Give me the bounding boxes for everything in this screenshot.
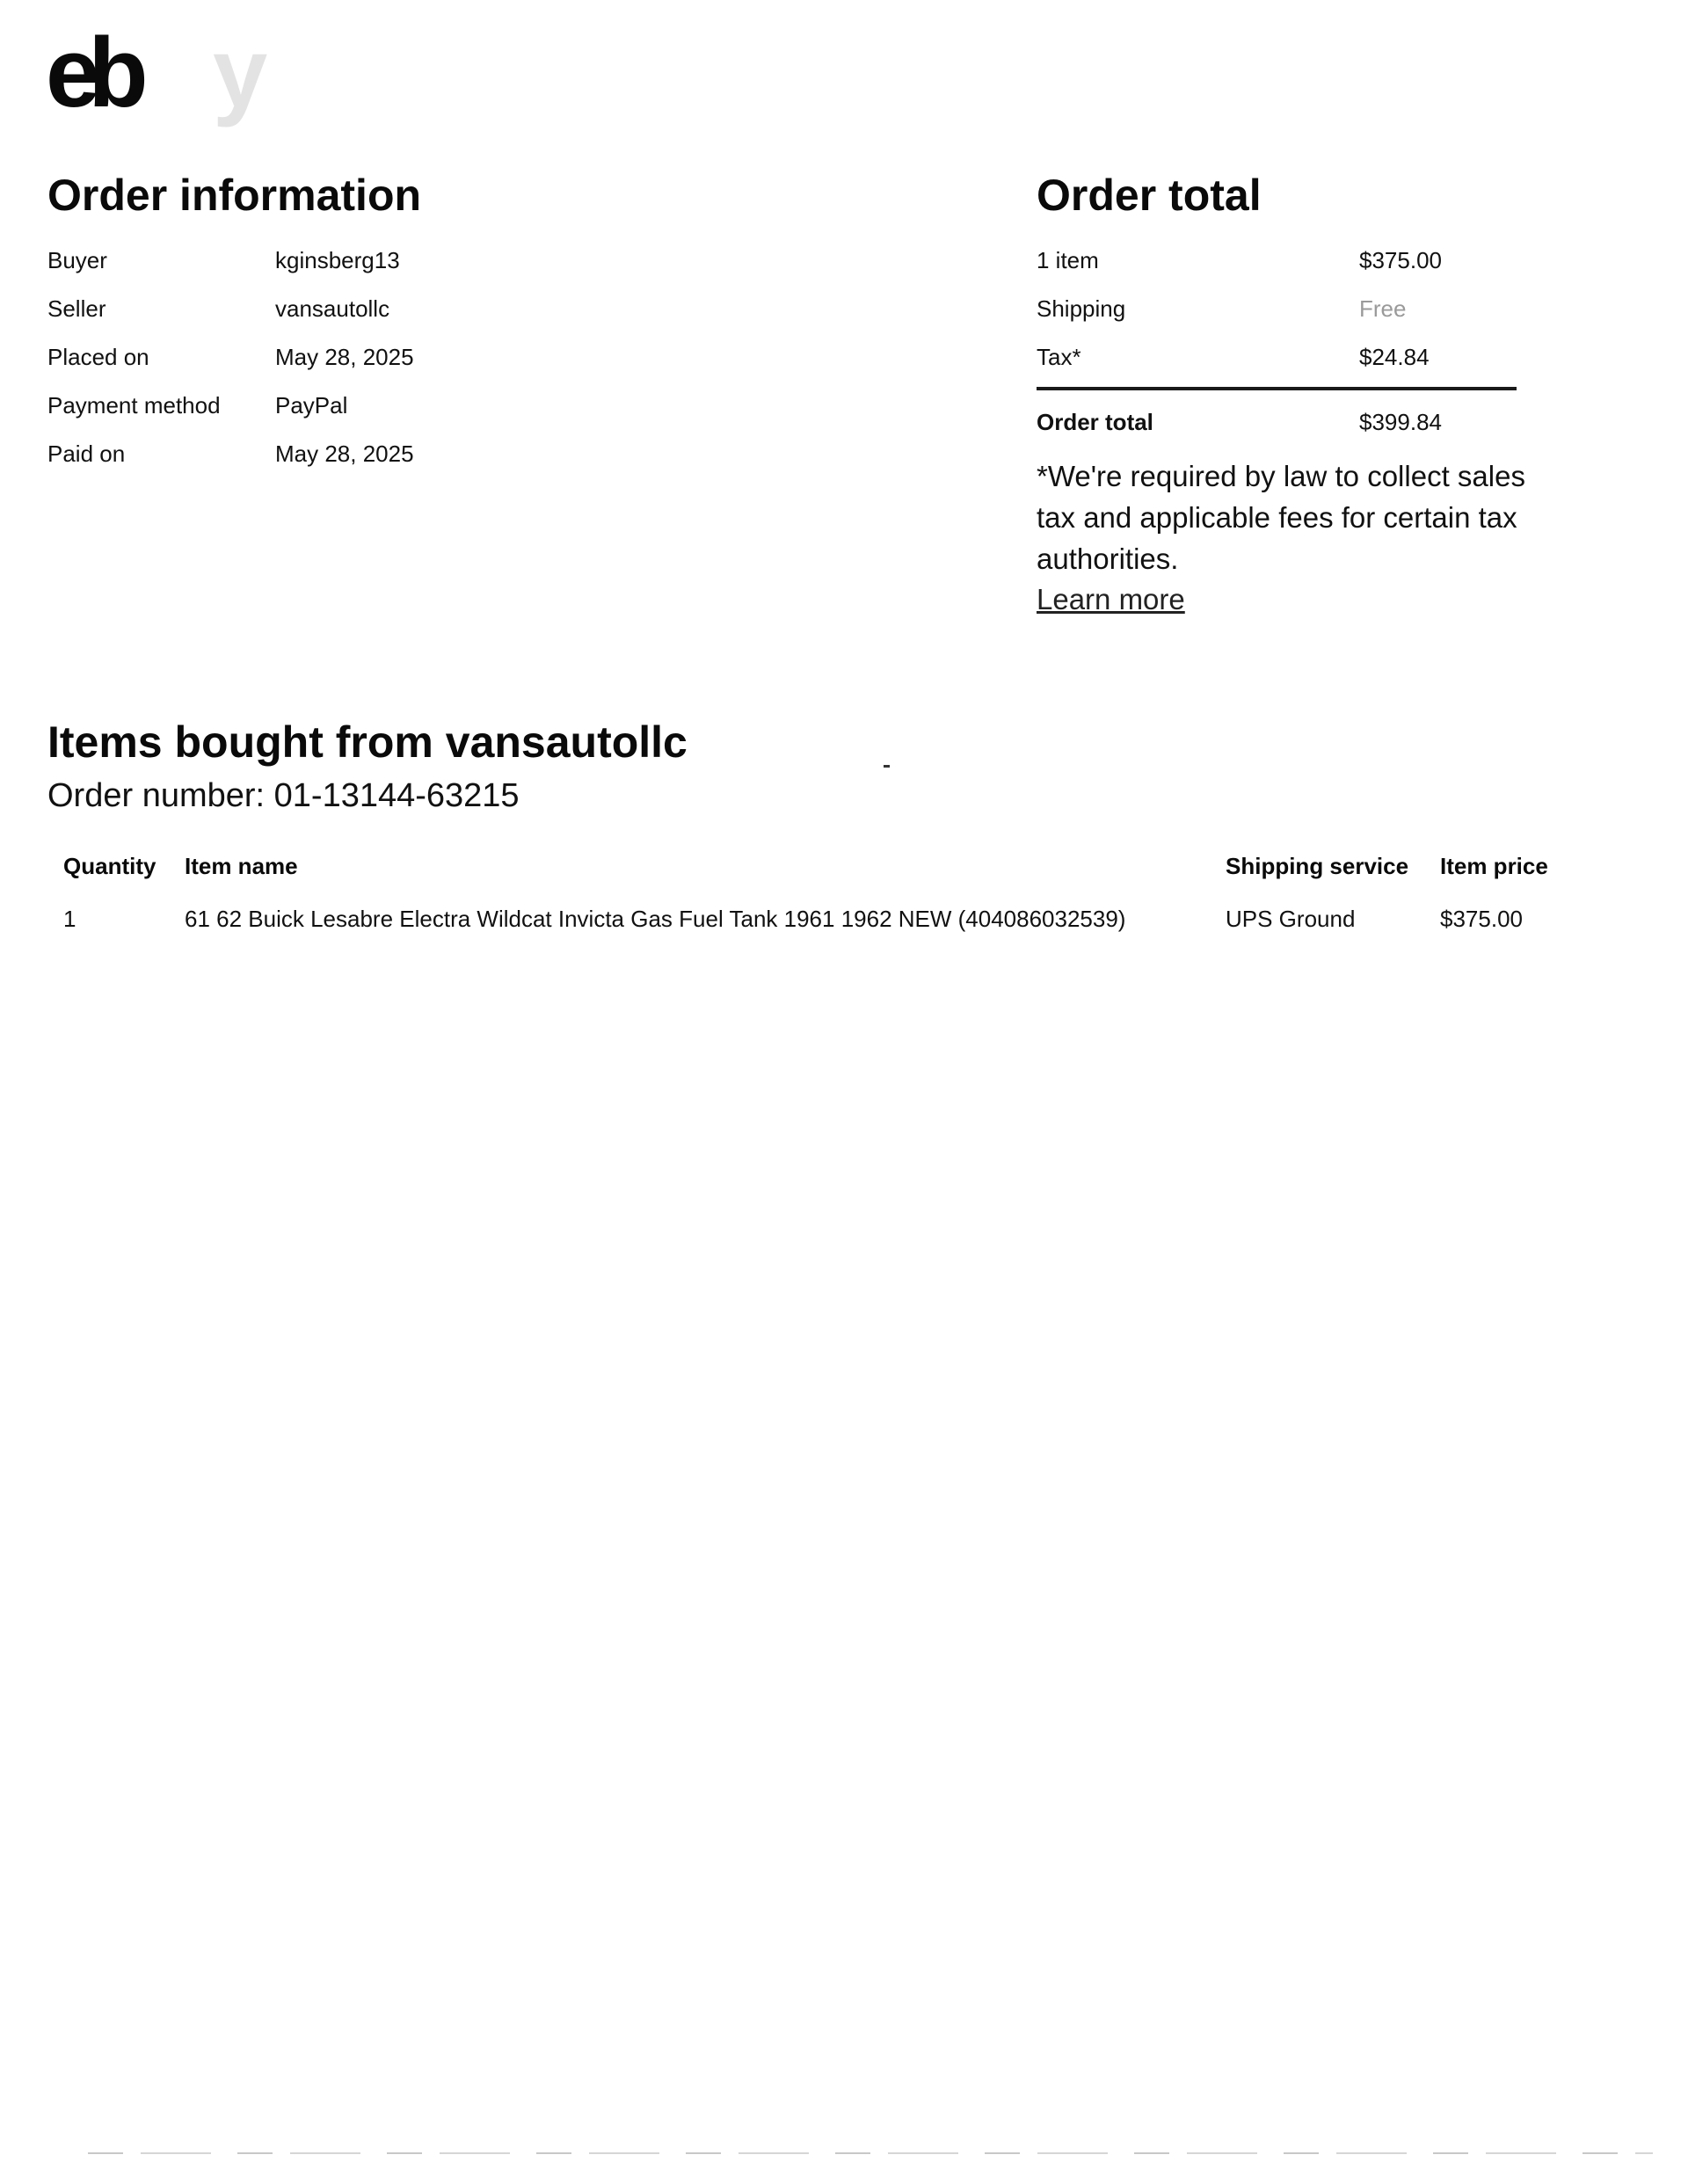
- tax-value: $24.84: [1359, 343, 1430, 370]
- order-total-divider: [1037, 387, 1517, 390]
- col-header-shipping-service: Shipping service: [1226, 852, 1409, 879]
- order-total-title: Order total: [1037, 171, 1262, 220]
- shipping-label: Shipping: [1037, 295, 1126, 322]
- order-number: Order number: 01-13144-63215: [47, 777, 520, 814]
- col-header-quantity: Quantity: [63, 852, 156, 879]
- order-info-row-seller: [47, 284, 414, 332]
- order-information-table: [47, 236, 414, 477]
- order-total-row-grand: [1037, 397, 1442, 446]
- order-information-title: Order information: [47, 171, 422, 220]
- logo-text-dark: eb: [46, 18, 136, 127]
- items-table-header: [47, 844, 1581, 888]
- ebay-logo: [46, 16, 309, 130]
- shipping-value: Free: [1359, 295, 1407, 322]
- payment-method-value: PayPal: [275, 391, 348, 419]
- learn-more-link[interactable]: Learn more: [1037, 583, 1185, 615]
- order-info-row-paid-on: [47, 429, 414, 477]
- paid-on-label: Paid on: [47, 440, 126, 467]
- payment-method-label: Payment method: [47, 391, 221, 419]
- seller-value: vansautollc: [275, 295, 390, 322]
- buyer-label: Buyer: [47, 246, 107, 273]
- order-info-row-buyer: [47, 236, 414, 284]
- order-info-row-placed-on: [47, 332, 414, 381]
- tax-label: Tax*: [1037, 343, 1081, 370]
- scan-artifact-line: [88, 2152, 1653, 2154]
- table-row: [47, 888, 1581, 950]
- buyer-value: kginsberg13: [275, 246, 400, 273]
- grand-total-value: $399.84: [1359, 408, 1442, 435]
- col-header-item-name: Item name: [185, 852, 298, 879]
- tax-note: *We're required by law to collect sales tax and applicable fees for certain tax authorities.: [1037, 460, 1525, 575]
- col-header-item-price: Item price: [1440, 852, 1548, 879]
- logo-text-faded: y: [213, 18, 268, 127]
- item-name: 61 62 Buick Lesabre Electra Wildcat Invicta Gas Fuel Tank 1961 1962 NEW (404086032539): [185, 905, 1126, 932]
- item-quantity: 1: [63, 905, 76, 932]
- grand-total-label: Order total: [1037, 408, 1153, 435]
- items-table: [47, 844, 1581, 950]
- placed-on-value: May 28, 2025: [275, 343, 414, 370]
- order-total-row-shipping: [1037, 284, 1442, 332]
- order-info-row-payment-method: [47, 381, 414, 429]
- order-total-row-items: [1037, 236, 1442, 284]
- scan-speck: [884, 765, 890, 768]
- items-section-title: Items bought from vansautollc: [47, 717, 688, 767]
- seller-label: Seller: [47, 295, 106, 322]
- placed-on-label: Placed on: [47, 343, 149, 370]
- item-price: $375.00: [1440, 905, 1523, 932]
- items-count-label: 1 item: [1037, 246, 1099, 273]
- paid-on-value: May 28, 2025: [275, 440, 414, 467]
- order-grand-total-table: [1037, 397, 1442, 446]
- items-subtotal-value: $375.00: [1359, 246, 1442, 273]
- order-total-row-tax: [1037, 332, 1442, 381]
- item-shipping-service: UPS Ground: [1226, 905, 1356, 932]
- order-total-table: [1037, 236, 1442, 381]
